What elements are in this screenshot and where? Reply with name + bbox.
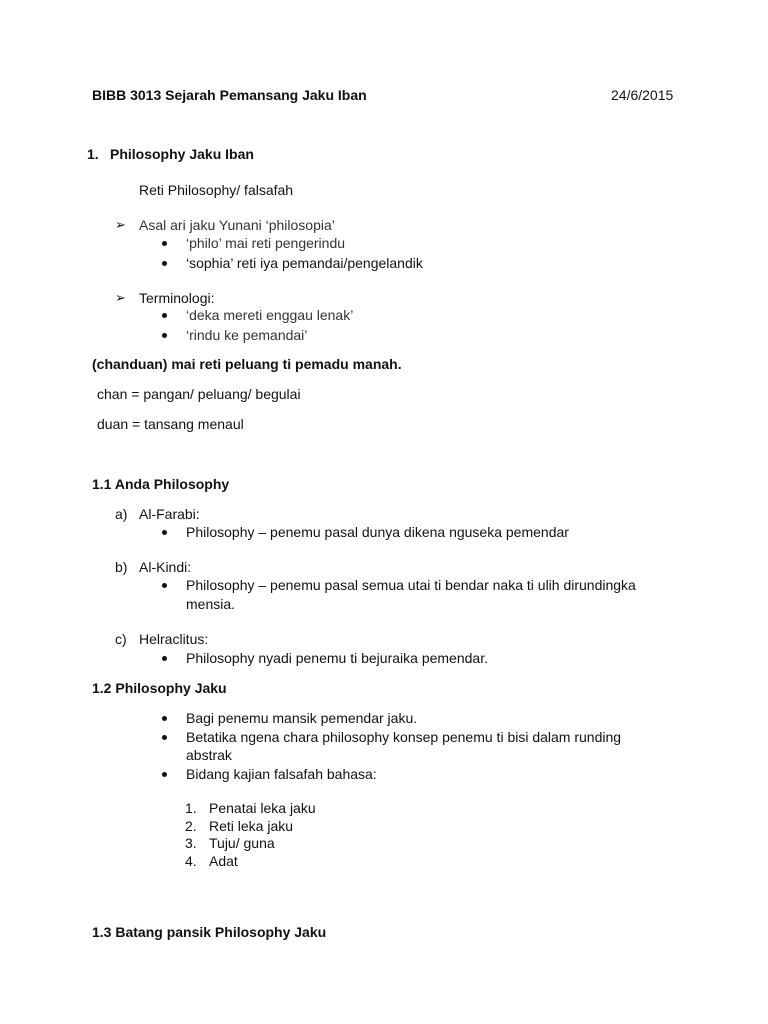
bullet-dot-icon — [162, 333, 167, 338]
numbered-item-penatai: Penatai leka jaku — [209, 800, 316, 816]
bullet-dot-icon — [162, 716, 167, 721]
item-marker-a: a) — [115, 506, 128, 522]
duan-definition: duan = tansang menaul — [97, 416, 244, 432]
al-kindi-bullet-line-1: Philosophy – penemu pasal semua utai ti bendar naka ti ulih dirundingka — [186, 577, 636, 593]
philosophy-jaku-bullet-3: Bidang kajian falsafah bahasa: — [186, 766, 377, 782]
document-date: 24/6/2015 — [611, 87, 674, 103]
section-1-number: 1. — [87, 146, 99, 162]
section-1-2-title: 1.2 Philosophy Jaku — [92, 680, 227, 696]
bullet-dot-icon — [162, 772, 167, 777]
section-1-1-title: 1.1 Anda Philosophy — [92, 476, 230, 492]
helraclitus-bullet: Philosophy nyadi penemu ti bejuraika pemendar. — [186, 650, 488, 666]
bullet-dot-icon — [162, 241, 167, 246]
terminology-bullet-1: ‘deka mereti enggau lenak’ — [186, 307, 354, 323]
chan-definition: chan = pangan/ peluang/ begulai — [97, 386, 301, 402]
numbered-item-adat: Adat — [209, 853, 238, 869]
section-1-title: Philosophy Jaku Iban — [110, 146, 254, 162]
arrow-bullet-icon: ➢ — [115, 290, 126, 305]
item-name-al-kindi: Al-Kindi: — [139, 559, 192, 575]
origin-text: Asal ari jaku Yunani ‘philosopia’ — [139, 217, 335, 233]
philosophy-jaku-bullet-2-cont: abstrak — [186, 747, 232, 763]
section-1-subtitle: Reti Philosophy/ falsafah — [139, 182, 294, 198]
numbered-item-tuju: Tuju/ guna — [209, 835, 275, 851]
origin-bullet-sophia: ‘sophia’ reti iya pemandai/pengelandik — [186, 255, 423, 271]
origin-bullet-philo: ‘philo’ mai reti pengerindu — [186, 235, 346, 251]
numbered-item-reti: Reti leka jaku — [209, 818, 294, 834]
numbered-marker-2: 2. — [185, 818, 197, 834]
section-1-3-title: 1.3 Batang pansik Philosophy Jaku — [92, 924, 327, 940]
bullet-dot-icon — [162, 656, 167, 661]
philosophy-jaku-bullet-1: Bagi penemu mansik pemendar jaku. — [186, 710, 418, 726]
bullet-dot-icon — [162, 530, 167, 535]
terminology-text: Terminologi: — [139, 290, 215, 306]
arrow-bullet-icon: ➢ — [115, 217, 126, 232]
item-name-al-farabi: Al-Farabi: — [139, 506, 200, 522]
philosophy-jaku-bullet-2: Betatika ngena chara philosophy konsep penemu ti bisi dalam runding — [186, 729, 622, 745]
item-marker-c: c) — [115, 631, 127, 647]
course-header: BIBB 3013 Sejarah Pemansang Jaku Iban — [92, 87, 367, 103]
bullet-dot-icon — [162, 313, 167, 318]
bullet-dot-icon — [162, 583, 167, 588]
numbered-marker-3: 3. — [185, 835, 197, 851]
al-kindi-bullet-line-2: mensia. — [186, 596, 236, 612]
item-marker-b: b) — [115, 559, 128, 575]
numbered-marker-4: 4. — [185, 853, 197, 869]
bullet-dot-icon — [162, 261, 167, 266]
chanduan-definition: (chanduan) mai reti peluang ti pemadu manah. — [92, 356, 402, 372]
numbered-marker-1: 1. — [185, 800, 197, 816]
bullet-dot-icon — [162, 735, 167, 740]
al-farabi-bullet: Philosophy – penemu pasal dunya dikena nguseka pemendar — [186, 524, 569, 540]
item-name-helraclitus: Helraclitus: — [139, 631, 209, 647]
terminology-bullet-2: ‘rindu ke pemandai’ — [186, 327, 308, 343]
